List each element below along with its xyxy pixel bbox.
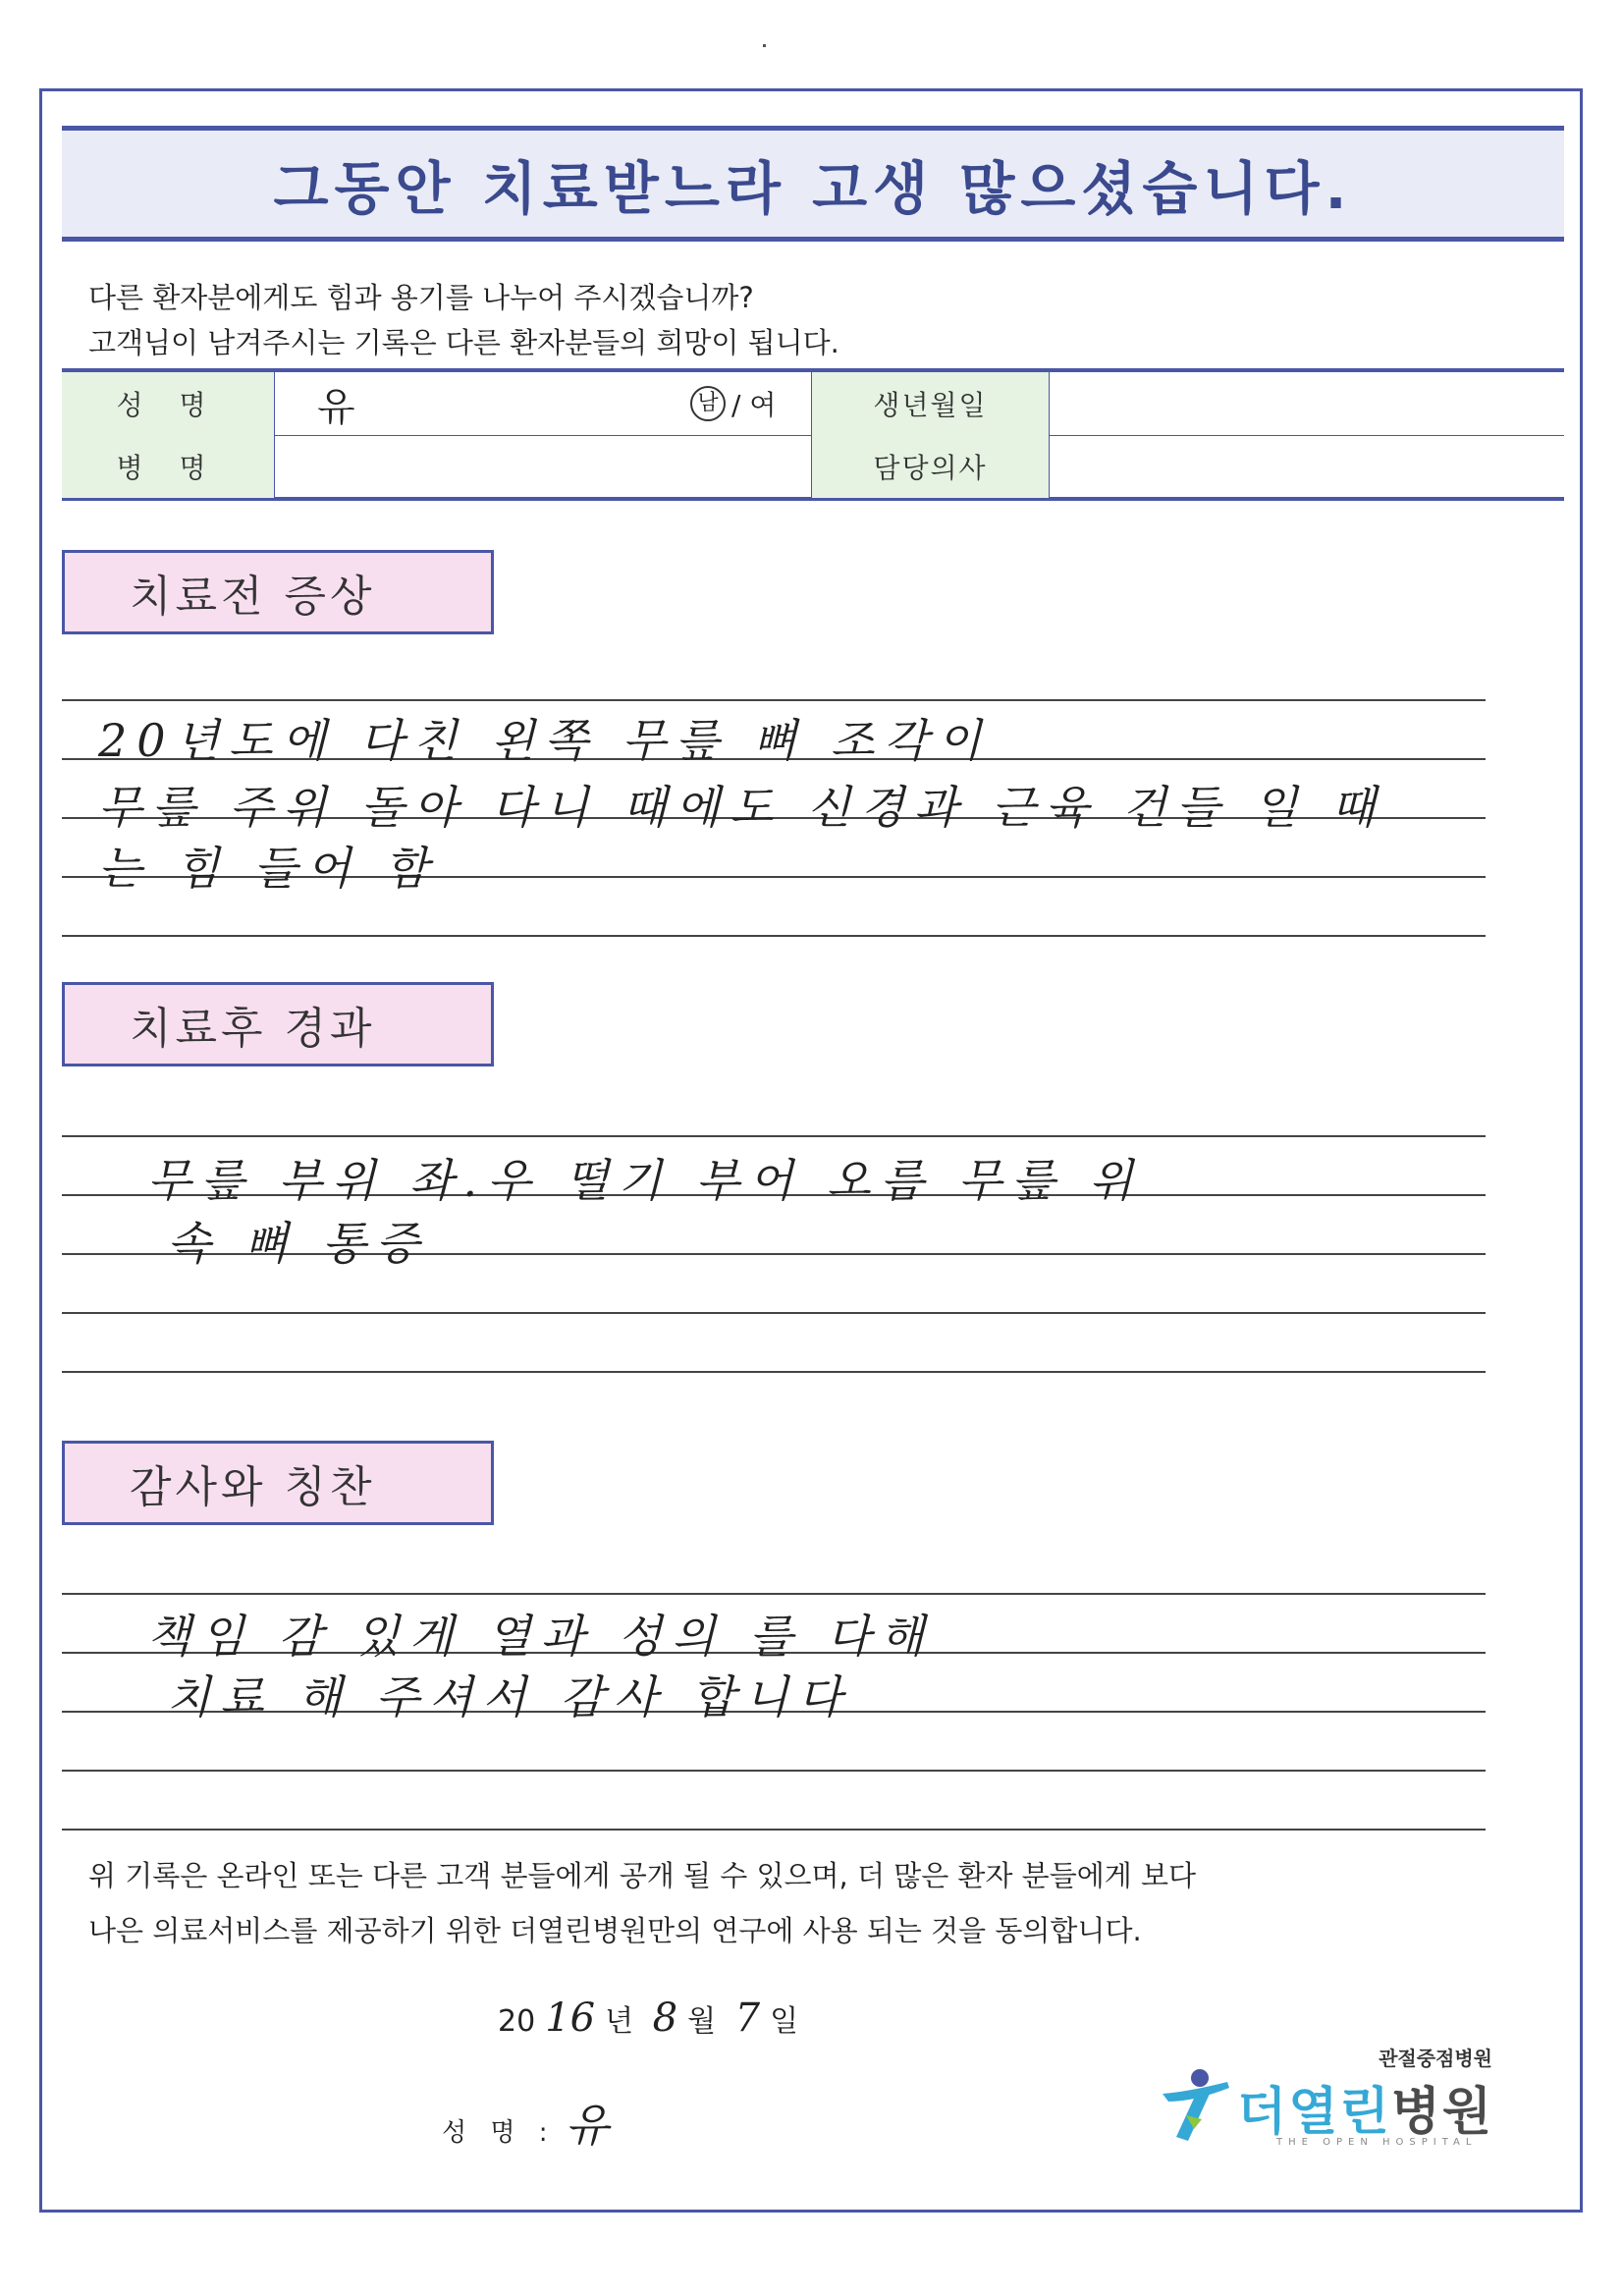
patient-info-table	[62, 368, 1564, 501]
page-title: 그동안 치료받느라 고생 많으셨습니다.	[273, 155, 1353, 222]
before-line-3: 는 힘 들어 함	[98, 842, 439, 895]
date-prefix: 20	[498, 2004, 536, 2039]
after-line-1: 무릎 부위 좌.우 떨기 부어 오름 무릎 위	[147, 1154, 1143, 1207]
name-label: 성 명	[62, 372, 275, 435]
gender-selected: 남	[690, 386, 726, 421]
gender-other: / 여	[731, 389, 777, 421]
date-month-unit: 월	[687, 2004, 717, 2039]
birth-label: 생년월일	[811, 372, 1050, 435]
doctor-label: 담당의사	[811, 435, 1050, 498]
date-year-unit: 년	[605, 2004, 634, 2039]
date-month: 8	[652, 1995, 678, 2041]
hospital-logo	[1159, 2043, 1492, 2151]
signature-label: 성 명 :	[442, 2118, 556, 2148]
date-day-unit: 일	[770, 2004, 799, 2039]
logo-figure-icon	[1159, 2064, 1233, 2143]
logo-name	[1237, 2070, 1493, 2144]
title-banner	[62, 126, 1564, 242]
signature-field	[442, 2090, 609, 2155]
consent-line-2: 나은 의료서비스를 제공하기 위한 더열린병원만의 연구에 사용 되는 것을 동의합니다.	[88, 1914, 1142, 1947]
date-year: 16	[545, 1995, 596, 2041]
date-day: 7	[734, 1995, 761, 2041]
section-after-label: 치료후 경과	[62, 982, 494, 1066]
consent-text	[88, 1848, 1196, 1958]
name-value: 유	[317, 384, 355, 430]
logo-english: THE OPEN HOSPITAL	[1276, 2137, 1478, 2148]
section-thanks-label: 감사와 칭찬	[62, 1441, 494, 1525]
signature-value: 유	[565, 2099, 609, 2152]
intro-text	[88, 275, 839, 365]
logo-name-a: 더열린	[1237, 2083, 1391, 2142]
thanks-line-2: 치료 해 주셔서 감사 합니다	[167, 1670, 852, 1723]
section-before-label: 치료전 증상	[62, 550, 494, 634]
logo-name-b: 병원	[1390, 2083, 1494, 2142]
disease-label: 병 명	[62, 435, 275, 498]
consent-line-1: 위 기록은 온라인 또는 다른 고객 분들에게 공개 될 수 있으며, 더 많은 환자 분들에게 보다	[88, 1859, 1196, 1892]
info-row-name	[62, 372, 1564, 436]
before-line-2: 무릎 주위 돌아 다니 때에도 신경과 근육 건들 일 때	[98, 781, 1385, 834]
gender-field	[690, 372, 776, 435]
scan-dot	[763, 44, 766, 47]
logo-subtitle: 관절중점병원	[1379, 2047, 1492, 2070]
intro-line-1: 다른 환자분에게도 힘과 용기를 나누어 주시겠습니까?	[88, 281, 754, 314]
info-row-disease	[62, 435, 1564, 498]
thanks-line-1: 책임 감 있게 열과 성의 를 다해	[147, 1610, 934, 1663]
after-line-2: 속 뼈 통증	[167, 1217, 429, 1270]
intro-line-2: 고객님이 남겨주시는 기록은 다른 환자분들의 희망이 됩니다.	[88, 326, 839, 359]
before-line-1: 20년도에 다친 왼쪽 무릎 뼈 조각이	[98, 714, 992, 767]
date-field	[498, 1995, 798, 2041]
